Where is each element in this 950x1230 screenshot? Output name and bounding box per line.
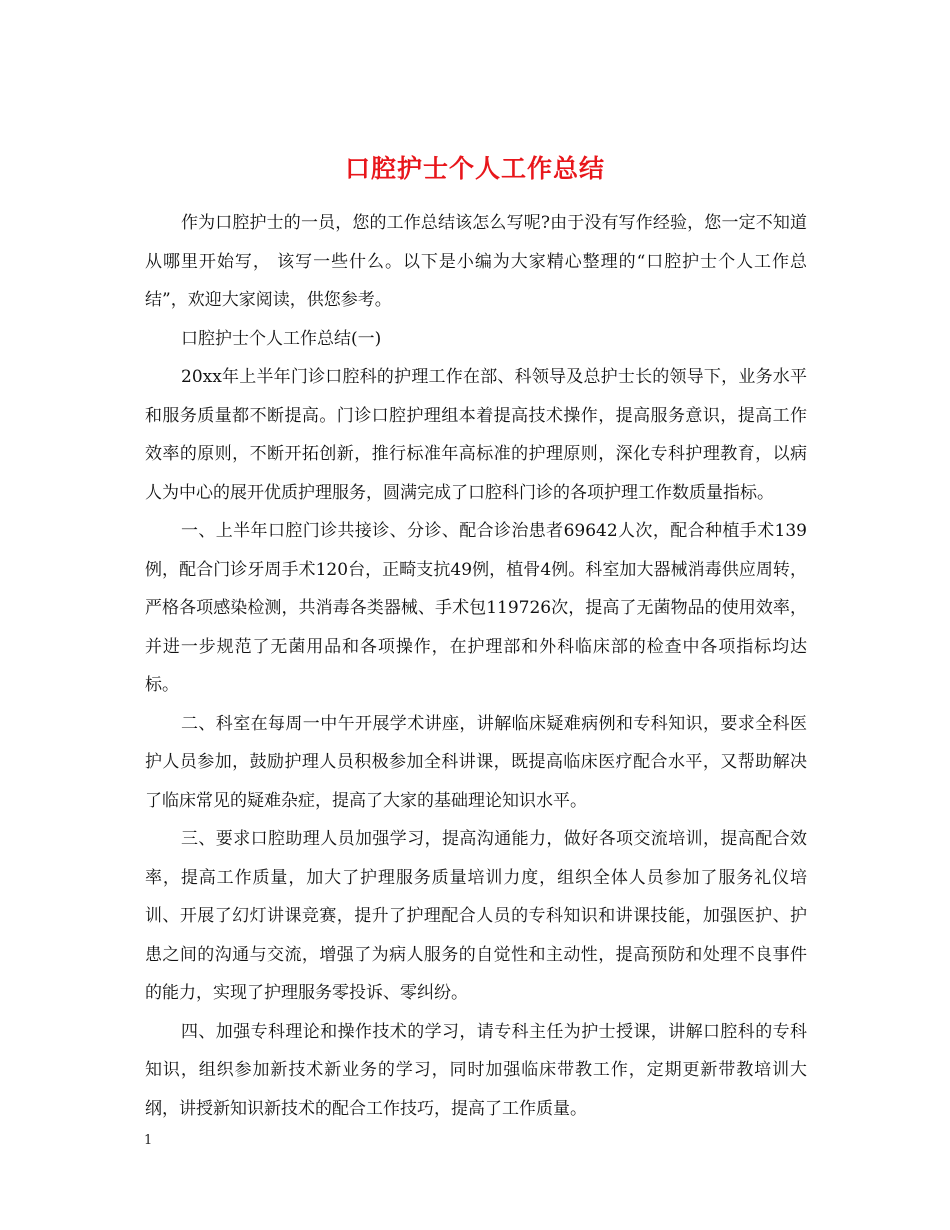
body-paragraph: 一、上半年口腔门诊共接诊、分诊、配合诊治患者69642人次，配合种植手术139例，配合门诊牙周手术120台，正畸支抗49例，植骨4例。科室加大器械消毒供应周转，严格各项感染检测，共消毒各类器械、手术包119726次，提高了无菌物品的使用效率，并进一步规范了无菌用品和各项操作，在护理部和外科临床部的检查中各项指标均达标。 [145, 521, 807, 695]
document-title: 口腔护士个人工作总结 [344, 153, 605, 183]
section-heading: 口腔护士个人工作总结(一) [181, 328, 382, 349]
body-paragraph: 四、加强专科理论和操作技术的学习，请专科主任为护士授课，讲解口腔科的专科知识，组织参加新技术新业务的学习，同时加强临床带教工作，定期更新带教培训大纲，讲授新知识新技术的配合工作技巧，提高了工作质量。 [145, 1021, 807, 1119]
body-paragraph: 20xx年上半年门诊口腔科的护理工作在部、科领导及总护士长的领导下，业务水平和服务质量都不断提高。门诊口腔护理组本着提高技术操作，提高服务意识，提高工作效率的原则，不断开拓创新，推行标准年高标准的护理原则，深化专科护理教育，以病人为中心的展开优质护理服务，圆满完成了口腔科门诊的各项护理工作数质量指标。 [145, 367, 807, 503]
body-paragraph: 三、要求口腔助理人员加强学习，提高沟通能力，做好各项交流培训，提高配合效率，提高工作质量，加大了护理服务质量培训力度，组织全体人员参加了服务礼仪培训、开展了幻灯讲课竞赛，提升了护理配合人员的专科知识和讲课技能，加强医护、护患之间的沟通与交流，增强了为病人服务的自觉性和主动性，提高预防和处理不良事件的能力，实现了护理服务零投诉、零纠纷。 [145, 829, 807, 1003]
page-number: 1 [144, 1133, 153, 1148]
intro-paragraph: 作为口腔护士的一员，您的工作总结该怎么写呢?由于没有写作经验，您一定不知道从哪里开始写， 该写一些什么。以下是小编为大家精心整理的“口腔护士个人工作总结”，欢迎大家阅读，供您参考。 [145, 213, 807, 310]
body-paragraph: 二、科室在每周一中午开展学术讲座，讲解临床疑难病例和专科知识，要求全科医护人员参加，鼓励护理人员积极参加全科讲课，既提高临床医疗配合水平，又帮助解决了临床常见的疑难杂症，提高了大家的基础理论知识水平。 [145, 713, 807, 811]
document-body [145, 204, 807, 1128]
